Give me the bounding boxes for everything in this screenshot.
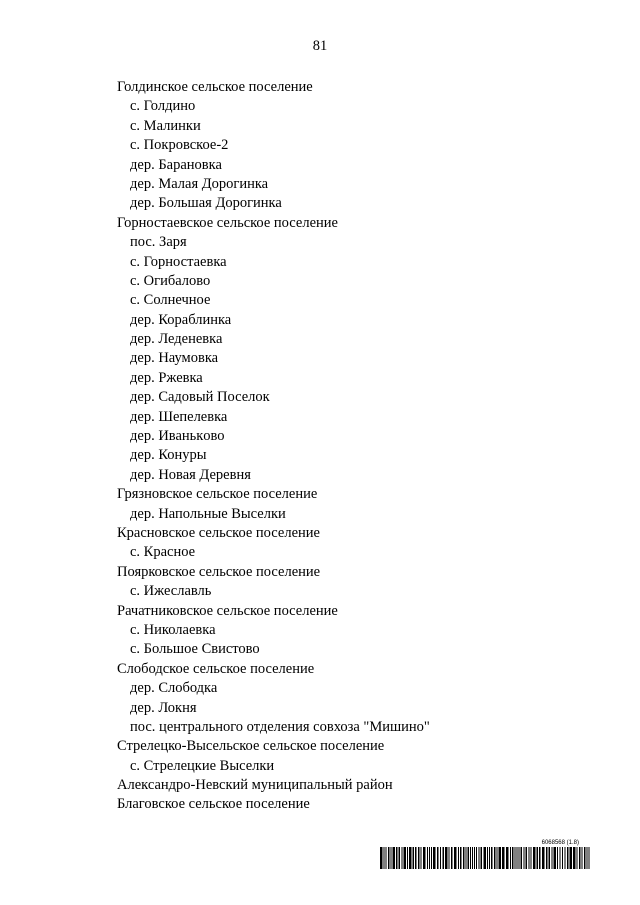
settlement-group-heading: Благовское сельское поселение	[117, 796, 310, 813]
settlement-item: пос. Заря	[130, 234, 187, 251]
settlement-item: дер. Слободка	[130, 680, 218, 697]
settlement-item: дер. Малая Дорогинка	[130, 175, 269, 192]
barcode-caption: 6068568 (1.8)	[541, 840, 579, 846]
settlement-item: дер. Наумовка	[130, 350, 219, 367]
settlement-item: с. Красное	[130, 544, 196, 561]
settlement-list	[117, 78, 430, 815]
page-number: 81	[312, 38, 328, 54]
settlement-item: дер. Леденевка	[130, 331, 223, 348]
settlement-item: дер. Конуры	[130, 447, 207, 464]
settlement-item: дер. Иванькoво	[130, 428, 225, 445]
settlement-item: с. Огибалово	[130, 272, 211, 289]
settlement-group-heading: Голдинское сельское поселение	[117, 79, 313, 95]
settlement-item: с. Стрелецкие Выселки	[130, 757, 275, 774]
settlement-item: с. Николаевка	[130, 621, 216, 638]
settlement-item: дер. Кораблинка	[130, 311, 232, 328]
settlement-item: дер. Садовый Поселок	[130, 389, 270, 406]
settlement-item: дер. Новая Деревня	[130, 466, 251, 483]
settlement-group-heading: Стрелецко-Высельское сельское поселение	[117, 738, 385, 755]
barcode-image	[379, 847, 591, 869]
settlement-group-heading: Александро-Невский муниципальный район	[117, 777, 393, 794]
settlement-item: дер. Локня	[130, 699, 197, 716]
settlement-item: с. Покровское-2	[130, 137, 229, 154]
settlement-group-heading: Грязновское сельское поселение	[117, 486, 318, 503]
settlement-item: с. Малинки	[130, 117, 201, 134]
settlement-item: пос. центрального отделения совхоза "Мишино"	[130, 718, 430, 735]
settlement-group-heading: Красновское сельское поселение	[117, 524, 320, 541]
settlement-group-heading: Рачатниковское сельское поселение	[117, 602, 338, 619]
settlement-item: дер. Ржевка	[130, 369, 203, 386]
settlement-item: дер. Барановка	[130, 156, 222, 173]
settlement-item: с. Солнечное	[130, 292, 211, 309]
settlement-group-heading: Горностаевское сельское поселение	[117, 214, 338, 231]
settlement-group-heading: Поярковское сельское поселение	[117, 563, 321, 580]
settlement-item: с. Ижеславль	[130, 583, 212, 600]
settlement-item: дер. Большая Дорогинка	[130, 195, 282, 212]
settlement-item: дер. Напольные Выселки	[130, 505, 286, 522]
barcode-block	[379, 839, 591, 869]
settlement-item: с. Большое Свистово	[130, 641, 260, 658]
settlement-item: с. Горностаевка	[130, 253, 227, 270]
settlement-item: с. Голдино	[130, 98, 196, 115]
settlement-group-heading: Слободское сельское поселение	[117, 660, 315, 677]
settlement-item: дер. Шепелевка	[130, 408, 228, 425]
